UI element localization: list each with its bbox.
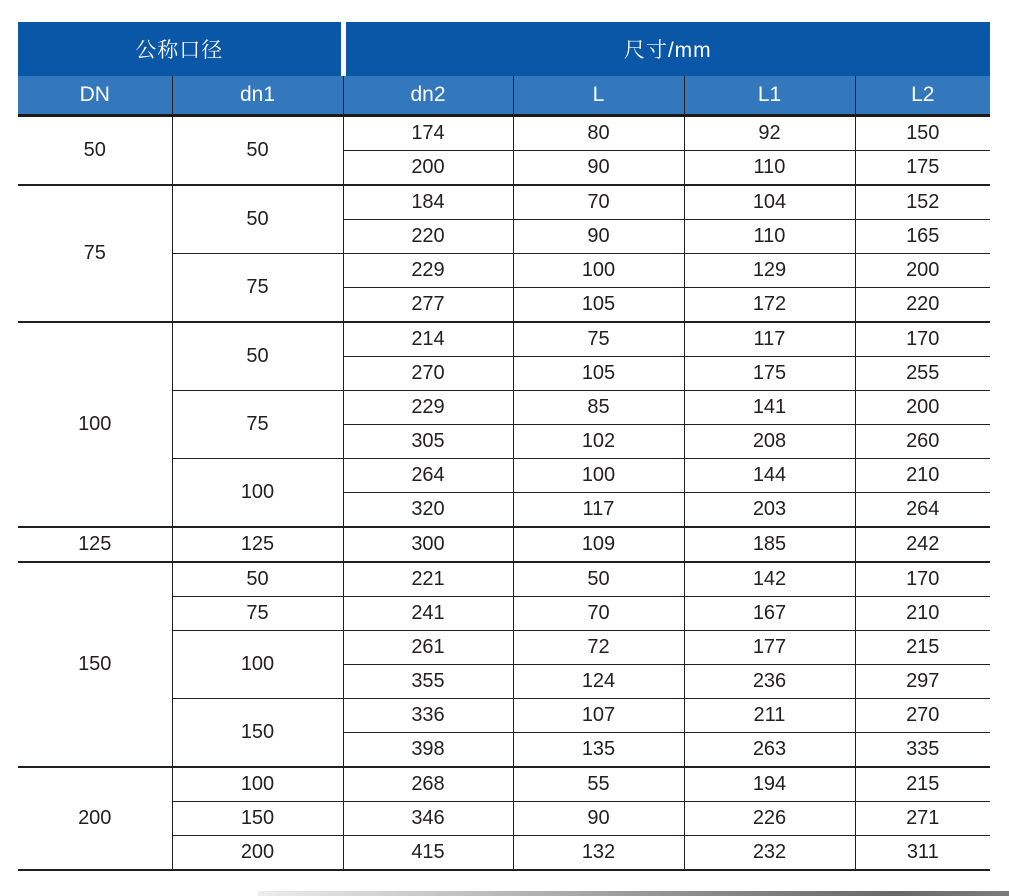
dn2-cell: 264: [343, 459, 513, 493]
l-cell: 132: [513, 836, 684, 871]
dn2-cell: 261: [343, 631, 513, 665]
dn2-cell: 241: [343, 597, 513, 631]
dimension-spec-table-wrap: [18, 22, 990, 871]
dn2-cell: 221: [343, 562, 513, 597]
l-cell: 55: [513, 767, 684, 802]
dn2-cell: 268: [343, 767, 513, 802]
dn1-cell: 75: [172, 597, 343, 631]
dn-cell: 100: [18, 322, 172, 527]
l2-cell: 335: [855, 733, 990, 768]
dn2-cell: 220: [343, 220, 513, 254]
l2-cell: 175: [855, 151, 990, 186]
column-header-dn2: dn2: [343, 76, 513, 116]
column-header-dn1: dn1: [172, 76, 343, 116]
dn1-cell: 50: [172, 185, 343, 254]
dn2-cell: 346: [343, 802, 513, 836]
header-columns-row: [18, 76, 990, 116]
l2-cell: 165: [855, 220, 990, 254]
l1-cell: 104: [684, 185, 855, 220]
l1-cell: 194: [684, 767, 855, 802]
l-cell: 124: [513, 665, 684, 699]
dn1-cell: 50: [172, 116, 343, 186]
l-cell: 75: [513, 322, 684, 357]
dn-cell: 150: [18, 562, 172, 767]
l2-cell: 255: [855, 357, 990, 391]
column-header-l2: L2: [855, 76, 990, 116]
l-cell: 90: [513, 151, 684, 186]
l-cell: 50: [513, 562, 684, 597]
l1-cell: 92: [684, 116, 855, 151]
dn1-cell: 50: [172, 322, 343, 391]
table-row: [18, 185, 990, 220]
next-section-top-edge: [258, 891, 1009, 896]
l-cell: 117: [513, 493, 684, 528]
l-cell: 107: [513, 699, 684, 733]
dn1-cell: 50: [172, 562, 343, 597]
table-row: [18, 322, 990, 357]
dn1-cell: 100: [172, 631, 343, 699]
l2-cell: 200: [855, 391, 990, 425]
l1-cell: 226: [684, 802, 855, 836]
l1-cell: 141: [684, 391, 855, 425]
l2-cell: 311: [855, 836, 990, 871]
l1-cell: 232: [684, 836, 855, 871]
dn2-cell: 184: [343, 185, 513, 220]
header-group-row: [18, 22, 990, 76]
l1-cell: 211: [684, 699, 855, 733]
l2-cell: 170: [855, 562, 990, 597]
l-cell: 105: [513, 357, 684, 391]
l2-cell: 297: [855, 665, 990, 699]
l1-cell: 167: [684, 597, 855, 631]
dn2-cell: 229: [343, 391, 513, 425]
l-cell: 72: [513, 631, 684, 665]
l-cell: 100: [513, 459, 684, 493]
dn2-cell: 415: [343, 836, 513, 871]
dn-cell: 75: [18, 185, 172, 322]
l2-cell: 220: [855, 288, 990, 323]
table-row: [18, 527, 990, 562]
dn2-cell: 398: [343, 733, 513, 768]
l2-cell: 270: [855, 699, 990, 733]
l1-cell: 142: [684, 562, 855, 597]
dn2-cell: 300: [343, 527, 513, 562]
table-body: [18, 116, 990, 871]
column-header-l1: L1: [684, 76, 855, 116]
dn2-cell: 355: [343, 665, 513, 699]
l-cell: 70: [513, 597, 684, 631]
l1-cell: 263: [684, 733, 855, 768]
l1-cell: 117: [684, 322, 855, 357]
dn2-cell: 200: [343, 151, 513, 186]
l-cell: 105: [513, 288, 684, 323]
l1-cell: 110: [684, 151, 855, 186]
l-cell: 109: [513, 527, 684, 562]
l1-cell: 129: [684, 254, 855, 288]
dn1-cell: 200: [172, 836, 343, 871]
l2-cell: 152: [855, 185, 990, 220]
table-row: [18, 116, 990, 151]
l2-cell: 260: [855, 425, 990, 459]
l2-cell: 242: [855, 527, 990, 562]
table-row: [18, 562, 990, 597]
dn-cell: 50: [18, 116, 172, 186]
dn2-cell: 174: [343, 116, 513, 151]
l1-cell: 185: [684, 527, 855, 562]
dn1-cell: 125: [172, 527, 343, 562]
dn2-cell: 229: [343, 254, 513, 288]
l1-cell: 177: [684, 631, 855, 665]
dn1-cell: 100: [172, 459, 343, 528]
dn2-cell: 277: [343, 288, 513, 323]
dn1-cell: 150: [172, 802, 343, 836]
l-cell: 102: [513, 425, 684, 459]
dn2-cell: 305: [343, 425, 513, 459]
l-cell: 100: [513, 254, 684, 288]
l-cell: 135: [513, 733, 684, 768]
l1-cell: 236: [684, 665, 855, 699]
dimension-spec-table: [18, 22, 990, 871]
l-cell: 90: [513, 802, 684, 836]
l2-cell: 264: [855, 493, 990, 528]
l2-cell: 210: [855, 459, 990, 493]
l1-cell: 175: [684, 357, 855, 391]
l2-cell: 215: [855, 631, 990, 665]
l1-cell: 172: [684, 288, 855, 323]
l2-cell: 200: [855, 254, 990, 288]
dn2-cell: 336: [343, 699, 513, 733]
dn1-cell: 75: [172, 391, 343, 459]
l-cell: 80: [513, 116, 684, 151]
l-cell: 85: [513, 391, 684, 425]
l1-cell: 203: [684, 493, 855, 528]
l1-cell: 110: [684, 220, 855, 254]
l1-cell: 144: [684, 459, 855, 493]
header-nominal-diameter: 公称口径: [18, 22, 343, 76]
dn-cell: 200: [18, 767, 172, 870]
l2-cell: 215: [855, 767, 990, 802]
table-header: [18, 22, 990, 116]
table-row: [18, 767, 990, 802]
dn2-cell: 214: [343, 322, 513, 357]
l2-cell: 210: [855, 597, 990, 631]
l2-cell: 150: [855, 116, 990, 151]
dn2-cell: 270: [343, 357, 513, 391]
l1-cell: 208: [684, 425, 855, 459]
l-cell: 70: [513, 185, 684, 220]
header-size-mm: 尺寸/mm: [343, 22, 990, 76]
dn1-cell: 100: [172, 767, 343, 802]
l-cell: 90: [513, 220, 684, 254]
dn-cell: 125: [18, 527, 172, 562]
dn1-cell: 150: [172, 699, 343, 768]
l2-cell: 271: [855, 802, 990, 836]
dn1-cell: 75: [172, 254, 343, 323]
dn2-cell: 320: [343, 493, 513, 528]
l2-cell: 170: [855, 322, 990, 357]
column-header-dn: DN: [18, 76, 172, 116]
column-header-l: L: [513, 76, 684, 116]
